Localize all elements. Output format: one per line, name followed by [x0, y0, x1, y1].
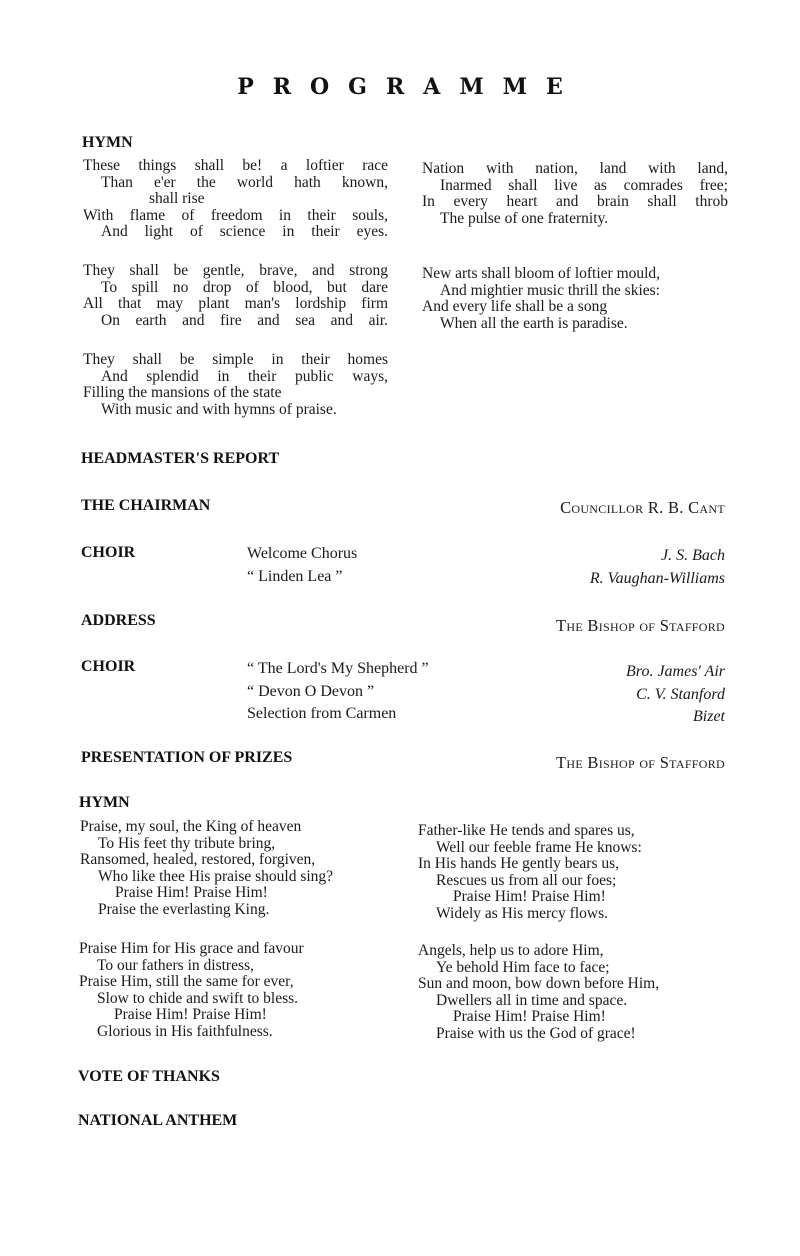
choir-1-pieces — [247, 543, 357, 588]
hymn-1-stanza-3 — [83, 352, 388, 418]
verse-line: Ye behold Him face to face; — [436, 958, 610, 976]
verse-line: The pulse of one fraternity. — [440, 209, 609, 227]
verse-line: All that may plant man's lordship firm — [83, 295, 388, 313]
hymn-2-stanza-3 — [418, 823, 642, 923]
verse-line: Widely as His mercy flows. — [436, 904, 608, 922]
verse-line: On earth and fire and sea and air. — [101, 311, 388, 329]
verse-line: Praise Him! Praise Him! — [114, 1006, 267, 1024]
verse-line: Praise Him for His grace and favour — [79, 940, 304, 957]
choir-1-heading: CHOIR — [81, 544, 136, 561]
verse-line: To our fathers in distress, — [97, 956, 254, 974]
verse-line: Angels, help us to adore Him, — [418, 942, 604, 959]
verse-line: To His feet thy tribute bring, — [98, 834, 276, 852]
verse-line: shall rise — [149, 190, 205, 208]
verse-line: They shall be gentle, brave, and strong — [83, 262, 388, 279]
verse-line: Filling the mansions of the state — [83, 384, 282, 402]
choir-2-composers — [626, 661, 725, 729]
hymn-2-stanza-1 — [80, 819, 333, 919]
verse-line: These things shall be! a loftier race — [83, 157, 388, 174]
choir-1-composers — [590, 545, 725, 590]
verse-line: In His hands He gently bears us, — [418, 855, 620, 873]
verse-line: Praise Him! Praise Him! — [115, 884, 268, 902]
programme-title: PROGRAMME — [237, 74, 582, 100]
verse-line: Nation with nation, land with land, — [422, 160, 728, 177]
address-speaker: The Bishop of Stafford — [556, 616, 725, 635]
prizes-presenter: The Bishop of Stafford — [556, 753, 725, 772]
hymn-1-heading: HYMN — [82, 134, 133, 151]
verse-line: Praise Him! Praise Him! — [453, 888, 606, 906]
presentation-of-prizes-heading: PRESENTATION OF PRIZES — [81, 749, 293, 766]
piece-title: “ Linden Lea ” — [247, 567, 343, 585]
hymn-1-stanza-4 — [422, 161, 728, 227]
hymn-2-heading: HYMN — [79, 794, 130, 811]
vote-of-thanks-heading: VOTE OF THANKS — [78, 1068, 220, 1085]
composer: C. V. Stanford — [636, 685, 725, 703]
verse-line: Praise Him, still the same for ever, — [79, 973, 294, 991]
verse-line: To spill no drop of blood, but dare — [101, 278, 388, 296]
hymn-1-stanza-5 — [422, 266, 728, 332]
composer: Bro. James' Air — [626, 663, 725, 680]
piece-title: Selection from Carmen — [247, 705, 397, 722]
verse-line: And mightier music thrill the skies: — [440, 281, 660, 299]
verse-line: Inarmed shall live as comrades free; — [440, 176, 728, 194]
hymn-1-stanza-2 — [83, 263, 388, 329]
headmasters-report-heading: HEADMASTER'S REPORT — [81, 450, 280, 467]
verse-line: Praise Him! Praise Him! — [453, 1008, 606, 1026]
verse-line: And every life shall be a song — [422, 298, 608, 316]
verse-line: Slow to chide and swift to bless. — [97, 989, 299, 1007]
choir-2-heading: CHOIR — [81, 658, 136, 675]
verse-line: Father-like He tends and spares us, — [418, 822, 635, 839]
hymn-2-stanza-2 — [79, 941, 304, 1041]
verse-line: And light of science in their eyes. — [101, 223, 388, 241]
verse-line: Praise the everlasting King. — [98, 900, 270, 918]
piece-title: Welcome Chorus — [247, 545, 358, 562]
verse-line: Praise with us the God of grace! — [436, 1024, 636, 1042]
verse-line: Ransomed, healed, restored, forgiven, — [80, 851, 316, 869]
verse-line: Praise, my soul, the King of heaven — [80, 818, 302, 835]
composer: R. Vaughan-Williams — [589, 569, 725, 587]
hymn-1-stanza-1 — [83, 158, 388, 241]
composer: J. S. Bach — [661, 547, 725, 564]
verse-line: Sun and moon, bow down before Him, — [418, 975, 660, 993]
address-heading: ADDRESS — [81, 612, 156, 629]
composer: Bizet — [693, 708, 725, 725]
verse-line: Well our feeble frame He knows: — [436, 838, 642, 856]
choir-2-pieces — [247, 658, 429, 726]
piece-title: “ The Lord's My Shepherd ” — [247, 660, 429, 677]
verse-line: In every heart and brain shall throb — [422, 193, 728, 211]
verse-line: With flame of freedom in their souls, — [83, 206, 388, 224]
verse-line: With music and with hymns of praise. — [101, 400, 337, 418]
verse-line: Dwellers all in time and space. — [436, 991, 628, 1009]
verse-line: When all the earth is paradise. — [440, 314, 628, 332]
verse-line: Glorious in His faithfulness. — [97, 1022, 273, 1040]
national-anthem-heading: NATIONAL ANTHEM — [78, 1112, 238, 1129]
verse-line: New arts shall bloom of loftier mould, — [422, 265, 661, 282]
chairman-heading: THE CHAIRMAN — [81, 497, 211, 514]
verse-line: And splendid in their public ways, — [101, 367, 388, 385]
chairman-name: Councillor R. B. Cant — [560, 498, 725, 517]
verse-line: Rescues us from all our foes; — [436, 871, 617, 889]
verse-line: They shall be simple in their homes — [83, 351, 388, 368]
verse-line: Than e'er the world hath known, — [101, 173, 388, 191]
verse-line: Who like thee His praise should sing? — [98, 867, 334, 885]
piece-title: “ Devon O Devon ” — [247, 682, 375, 700]
hymn-2-stanza-4 — [418, 943, 659, 1043]
